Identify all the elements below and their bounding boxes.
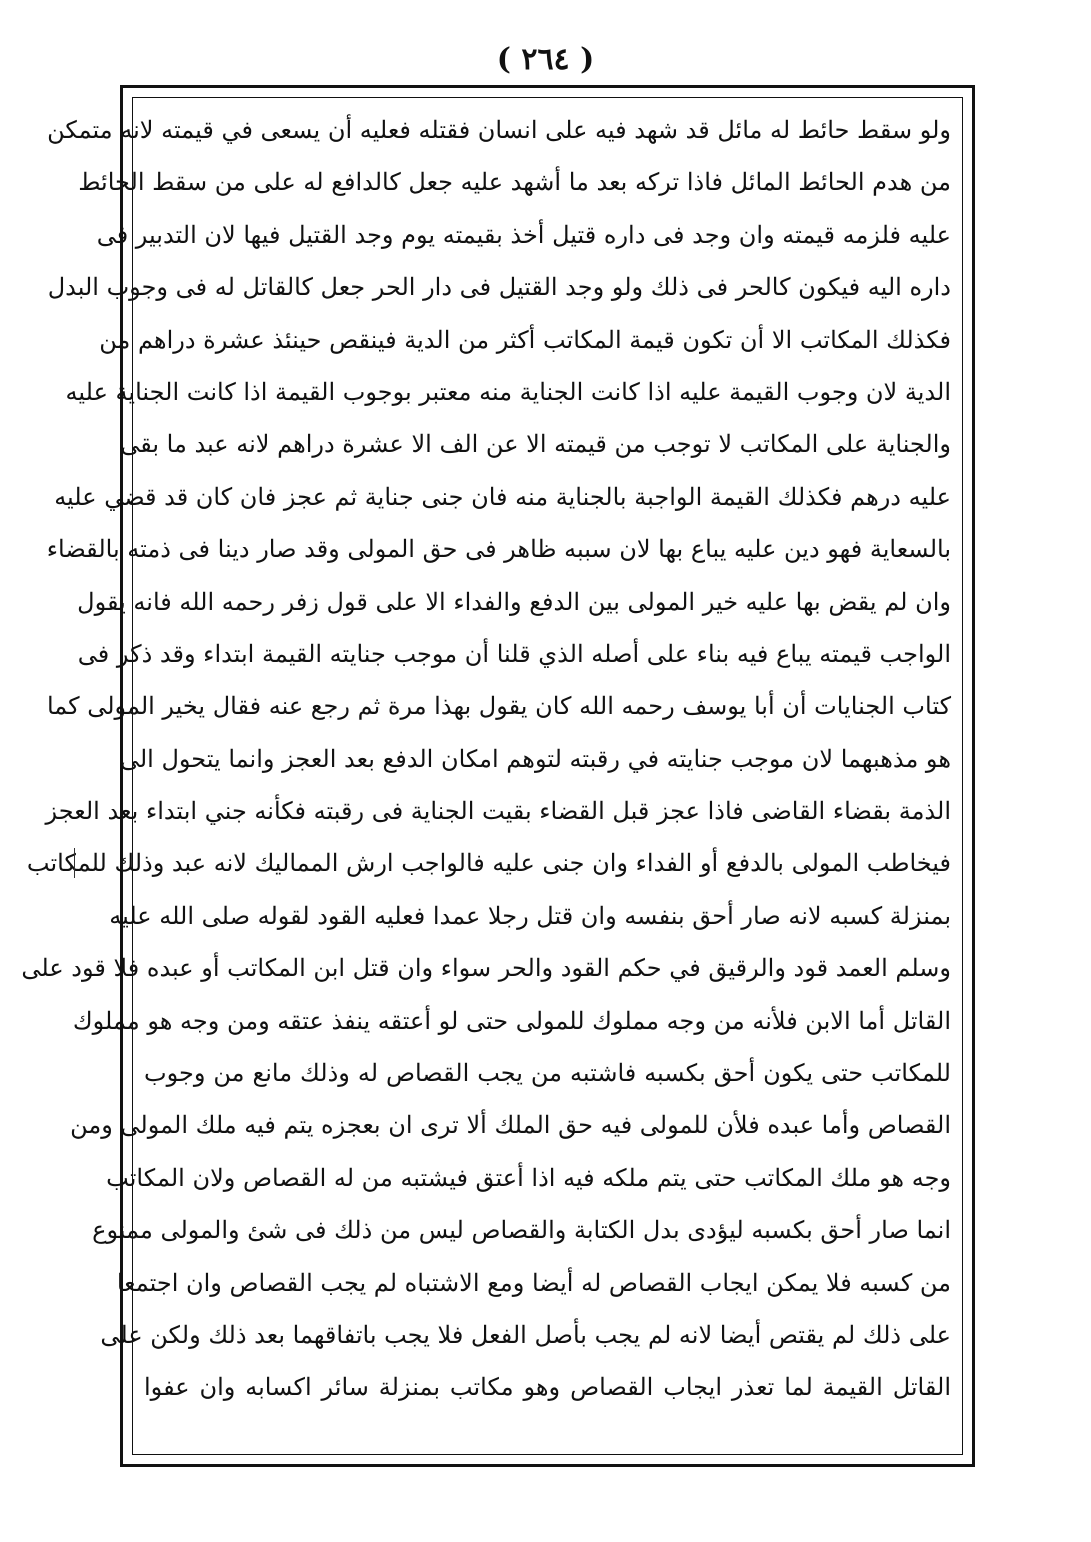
text-line: وجه هو ملك المكاتب حتى يتم ملكه فيه اذا أعتق فيشتبه من له القصاص ولان المكاتب	[106, 1163, 951, 1192]
text-line: من كسبه فلا يمكن ايجاب القصاص له أيضا ومع الاشتباه لم يجب القصاص وان اجتمعا	[116, 1268, 951, 1297]
text-line: وان لم يقض بها عليه خير المولى بين الدفع والفداء الا على قول زفر رحمه الله فانه يقول	[77, 587, 951, 616]
text-line: على ذلك لم يقتص أيضا لانه لم يجب بأصل الفعل فلا يجب باتفاقهما بعد ذلك ولكن على	[100, 1320, 951, 1349]
text-line: داره اليه فيكون كالحر فى ذلك ولو وجد القتيل فى دار الحر جعل كالقاتل له فى وجوب البدل	[47, 273, 951, 302]
margin-mark	[74, 848, 79, 878]
text-line: فيخاطب المولى بالدفع أو الفداء وان جنى عليه فالواجب ارش المماليك لانه عبد وذلك للمكاتب	[26, 849, 951, 878]
text-line: هو مذهبهما لان موجب جنايته في رقبته لتوهم امكان الدفع بعد العجز وانما يتحول الى	[119, 744, 951, 773]
text-block	[21, 104, 955, 1449]
text-line: القصاص وأما عبده فلأن للمولى فيه حق الملك ألا ترى ان بعجزه يتم فيه ملك المولى ومن	[70, 1111, 951, 1140]
page-number: ( ٢٦٤ )	[496, 42, 595, 77]
text-line: القاتل أما الابن فلأنه من وجه مملوك للمولى حتى لو أعتقه ينفذ عتقه ومن وجه هو مملوك	[72, 1006, 951, 1035]
text-line: الذمة بقضاء القاضى فاذا عجز قبل القضاء بقيت الجناية فى رقبته فكأنه جني ابتداء بعد العجز	[45, 797, 951, 826]
text-line: عليه درهم فكذلك القيمة الواجبة بالجناية منه فان جنى جناية ثم عجز فان كان قد قضي عليه	[54, 482, 951, 511]
text-line: من هدم الحائط المائل فاذا تركه بعد ما أشهد عليه جعل كالدافع له على من سقط الحائط	[78, 168, 951, 197]
text-line: انما صار أحق بكسبه ليؤدى بدل الكتابة والقصاص ليس من ذلك فى شئ والمولى ممنوع	[92, 1216, 951, 1245]
text-line: فكذلك المكاتب الا أن تكون قيمة المكاتب أكثر من الدية فينقص حينئذ عشرة دراهم من	[99, 325, 951, 354]
text-line: الواجب قيمته يباع فيه بناء على أصله الذي قلنا أن موجب جنايته القيمة ابتداء وقد ذكر فى	[77, 639, 951, 668]
text-line: وسلم العمد قود والرقيق في حكم القود والحر سواء وان قتل ابن المكاتب أو عبده فلا قود على	[21, 954, 951, 983]
text-line: للمكاتب حتى يكون أحق بكسبه فاشتبه من يجب القصاص له وذلك مانع من وجوب	[144, 1059, 951, 1088]
text-line: القاتل القيمة لما تعذر ايجاب القصاص وهو مكاتب بمنزلة سائر اكسابه وان عفوا	[144, 1373, 951, 1402]
text-line: بمنزلة كسبه لانه صار أحق بنفسه وان قتل رجلا عمدا فعليه القود لقوله صلى الله عليه	[109, 901, 951, 930]
text-line: ولو سقط حائط له مائل قد شهد فيه على انسان فقتله فعليه أن يسعى في قيمته لانه متمكن	[47, 116, 951, 144]
text-line: بالسعاية فهو دين عليه يباع بها لان سببه ظاهر فى حق المولى وقد صار دينا فى ذمته بالقضاء	[46, 535, 951, 564]
text-line: والجناية على المكاتب لا توجب من قيمته الا عن الف الا عشرة دراهم لانه عبد ما بقى	[120, 430, 951, 459]
text-line: الدية لان وجوب القيمة عليه اذا كانت الجناية منه معتبر بوجوب القيمة اذا كانت الجناية عليه	[65, 377, 951, 406]
text-line: كتاب الجنايات أن أبا يوسف رحمه الله كان يقول بهذا مرة ثم رجع عنه فقال يخير المولى كما	[46, 692, 951, 721]
text-line: عليه فلزمه قيمته وان وجد فى داره قتيل أخذ بقيمته يوم وجد القتيل فيها لان التدبير فى	[96, 220, 951, 249]
